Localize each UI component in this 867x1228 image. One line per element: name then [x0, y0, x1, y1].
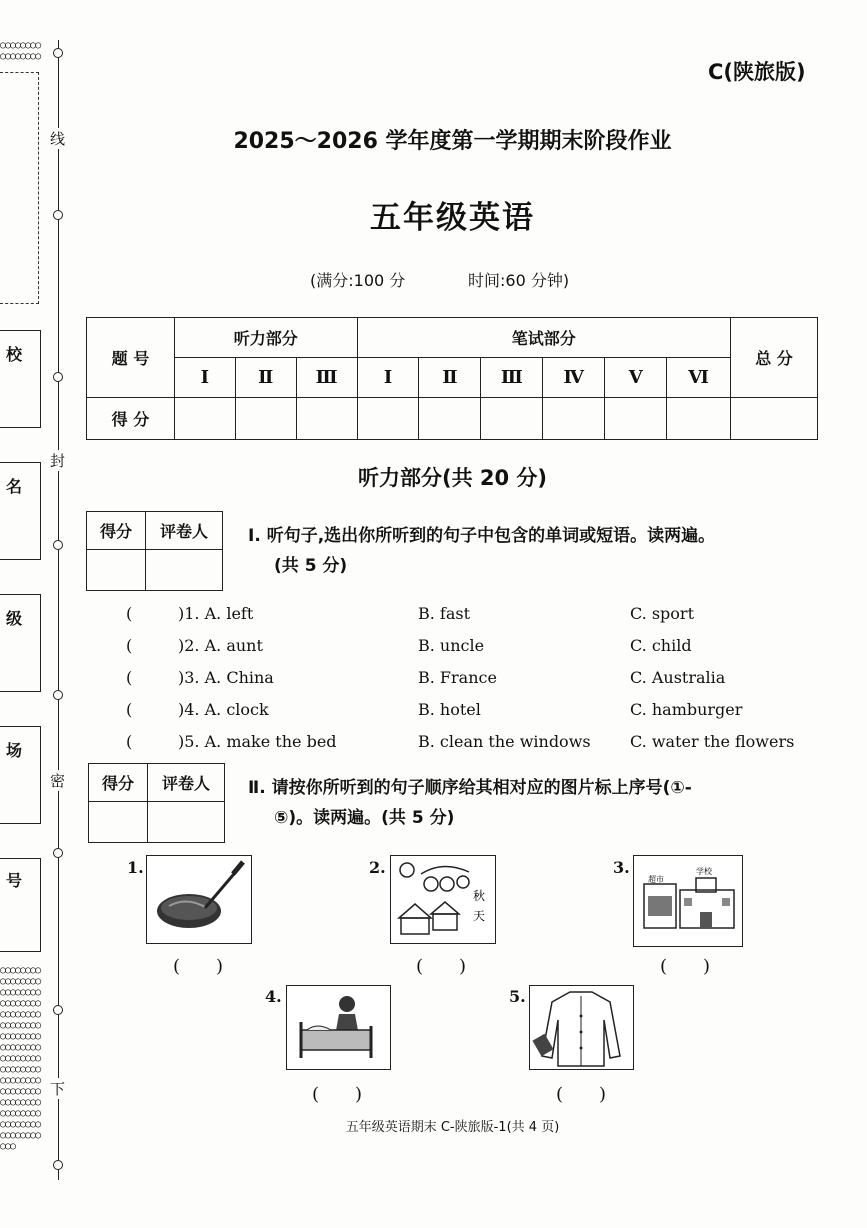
- grader-box-q1: [86, 511, 223, 591]
- supermarket-sign: 超市: [648, 875, 664, 884]
- answer-blank[interactable]: (: [126, 732, 133, 751]
- listening-section-heading: 听力部分(共 20 分): [357, 466, 548, 490]
- q2-points: ⑤)。读两遍。(共 5 分): [274, 808, 455, 828]
- q1-option-c: C. Australia: [630, 668, 726, 687]
- school-label: 校: [6, 345, 23, 364]
- autumn-char-1: 秋: [473, 889, 486, 903]
- numeral-cell: Ⅰ: [357, 358, 419, 398]
- steak-knife-icon: [146, 855, 252, 944]
- q1-option-a: )2. A. aunt: [178, 636, 263, 655]
- score-cell[interactable]: [235, 398, 296, 440]
- q1-option-b: B. France: [418, 668, 497, 687]
- q1-option-a: )3. A. China: [178, 668, 274, 687]
- q1-instruction: Ⅰ. 听句子,选出你所听到的句子中包含的单词或短语。读两遍。: [248, 526, 716, 546]
- girl-making-bed-icon: [286, 985, 391, 1070]
- score-cell[interactable]: [357, 398, 419, 440]
- q1-option-c: C. hamburger: [630, 700, 743, 719]
- score-cell[interactable]: [296, 398, 357, 440]
- q1-option-c: C. child: [630, 636, 692, 655]
- term-title: 2025～2026 学年度第一学期期末阶段作业: [233, 129, 672, 154]
- autumn-char-2: 天: [473, 909, 486, 923]
- full-score: (满分:100 分: [310, 271, 406, 290]
- student-info-box: [0, 72, 39, 304]
- cut-dot: [53, 372, 63, 382]
- cut-char-xia: 下: [50, 1080, 66, 1098]
- cut-dot: [53, 540, 63, 550]
- answer-blank[interactable]: ( ): [416, 956, 467, 977]
- answer-blank[interactable]: (: [126, 636, 133, 655]
- autumn-scene-icon: [390, 855, 496, 944]
- score-label: 得分: [87, 512, 146, 550]
- numeral-cell: Ⅴ: [605, 358, 667, 398]
- score-row-label: 得 分: [87, 398, 175, 440]
- cut-dot: [53, 1160, 63, 1170]
- answer-blank[interactable]: ( ): [173, 956, 224, 977]
- cut-char-feng: 封: [50, 452, 66, 470]
- binding-holes-bottom: ○○○○○○○○○○○○○○○○○○○○○○○○○○○○○○○○○○○○○○○○○○○○○○○○○○○○○○○○○○○○○○○○○○○○○○○○○○○○○○○○○○○○○○○○○○○○○○○○○○○○○○○○○○○○○○○○○○○○○○○○○○○○○○○○○○○: [0, 965, 41, 1152]
- supermarket-school-icon: [633, 855, 743, 947]
- cut-char-mi: 密: [50, 772, 66, 790]
- page-footer: 五年级英语期末 C-陕旅版-1(共 4 页): [345, 1120, 560, 1135]
- cut-char-xian: 线: [50, 130, 66, 148]
- answer-blank[interactable]: ( ): [312, 1084, 363, 1105]
- q1-option-b: B. hotel: [418, 700, 481, 719]
- numeral-cell: Ⅵ: [667, 358, 731, 398]
- answer-blank[interactable]: (: [126, 700, 133, 719]
- q1-points: (共 5 分): [274, 556, 348, 576]
- cut-dot: [53, 1005, 63, 1015]
- numeral-cell: Ⅱ: [235, 358, 296, 398]
- total-score-cell[interactable]: [731, 398, 818, 440]
- grader-box-q2: [88, 763, 225, 843]
- score-cell[interactable]: [174, 398, 235, 440]
- numeral-cell: Ⅲ: [481, 358, 543, 398]
- class-label: 级: [6, 609, 23, 628]
- time-limit: 时间:60 分钟): [468, 271, 570, 290]
- q1-option-a: )5. A. make the bed: [178, 732, 337, 751]
- numeral-cell: Ⅲ: [296, 358, 357, 398]
- name-label: 名: [6, 477, 23, 496]
- answer-blank[interactable]: (: [126, 668, 133, 687]
- score-label: 得分: [89, 764, 148, 802]
- q1-option-a: )4. A. clock: [178, 700, 269, 719]
- picture-number: 1.: [127, 858, 144, 877]
- q1-option-b: B. fast: [418, 604, 471, 623]
- picture-number: 5.: [509, 987, 526, 1006]
- q1-option-b: B. uncle: [418, 636, 485, 655]
- answer-blank[interactable]: (: [126, 604, 133, 623]
- cut-dot: [53, 848, 63, 858]
- numeral-cell: Ⅰ: [174, 358, 235, 398]
- score-cell[interactable]: [419, 398, 481, 440]
- grader-cell[interactable]: [148, 802, 225, 843]
- q1-option-c: C. water the flowers: [630, 732, 795, 751]
- cut-dot: [53, 48, 63, 58]
- school-sign: 学校: [696, 867, 712, 876]
- picture-number: 4.: [265, 987, 282, 1006]
- q1-option-c: C. sport: [630, 604, 695, 623]
- exam-room-label: 场: [6, 741, 23, 760]
- q2-instruction: Ⅱ. 请按你所听到的句子顺序给其相对应的图片标上序号(①-: [248, 778, 692, 798]
- score-cell[interactable]: [89, 802, 148, 843]
- numeral-cell: Ⅱ: [419, 358, 481, 398]
- q1-option-b: B. clean the windows: [418, 732, 591, 751]
- grader-cell[interactable]: [146, 550, 223, 591]
- score-table: [86, 317, 818, 440]
- listening-header: 听力部分: [174, 318, 357, 358]
- cut-dot: [53, 690, 63, 700]
- score-cell[interactable]: [87, 550, 146, 591]
- answer-blank[interactable]: ( ): [556, 1084, 607, 1105]
- score-cell[interactable]: [543, 398, 605, 440]
- question-number-header: 题 号: [87, 318, 175, 398]
- edition-label: C(陕旅版): [708, 60, 806, 84]
- score-cell[interactable]: [667, 398, 731, 440]
- answer-blank[interactable]: ( ): [660, 956, 711, 977]
- total-header: 总 分: [731, 318, 818, 398]
- binding-holes-top: ○○○○○○○○○○○○○○○○: [0, 40, 41, 62]
- grader-label: 评卷人: [146, 512, 223, 550]
- shirt-with-tag-icon: [529, 985, 634, 1070]
- q1-option-a: )1. A. left: [178, 604, 254, 623]
- score-cell[interactable]: [605, 398, 667, 440]
- picture-number: 3.: [613, 858, 630, 877]
- grader-label: 评卷人: [148, 764, 225, 802]
- seat-number-label: 号: [6, 871, 23, 890]
- picture-number: 2.: [369, 858, 386, 877]
- score-cell[interactable]: [481, 398, 543, 440]
- writing-header: 笔试部分: [357, 318, 730, 358]
- page-title: 五年级英语: [370, 200, 535, 236]
- numeral-cell: Ⅳ: [543, 358, 605, 398]
